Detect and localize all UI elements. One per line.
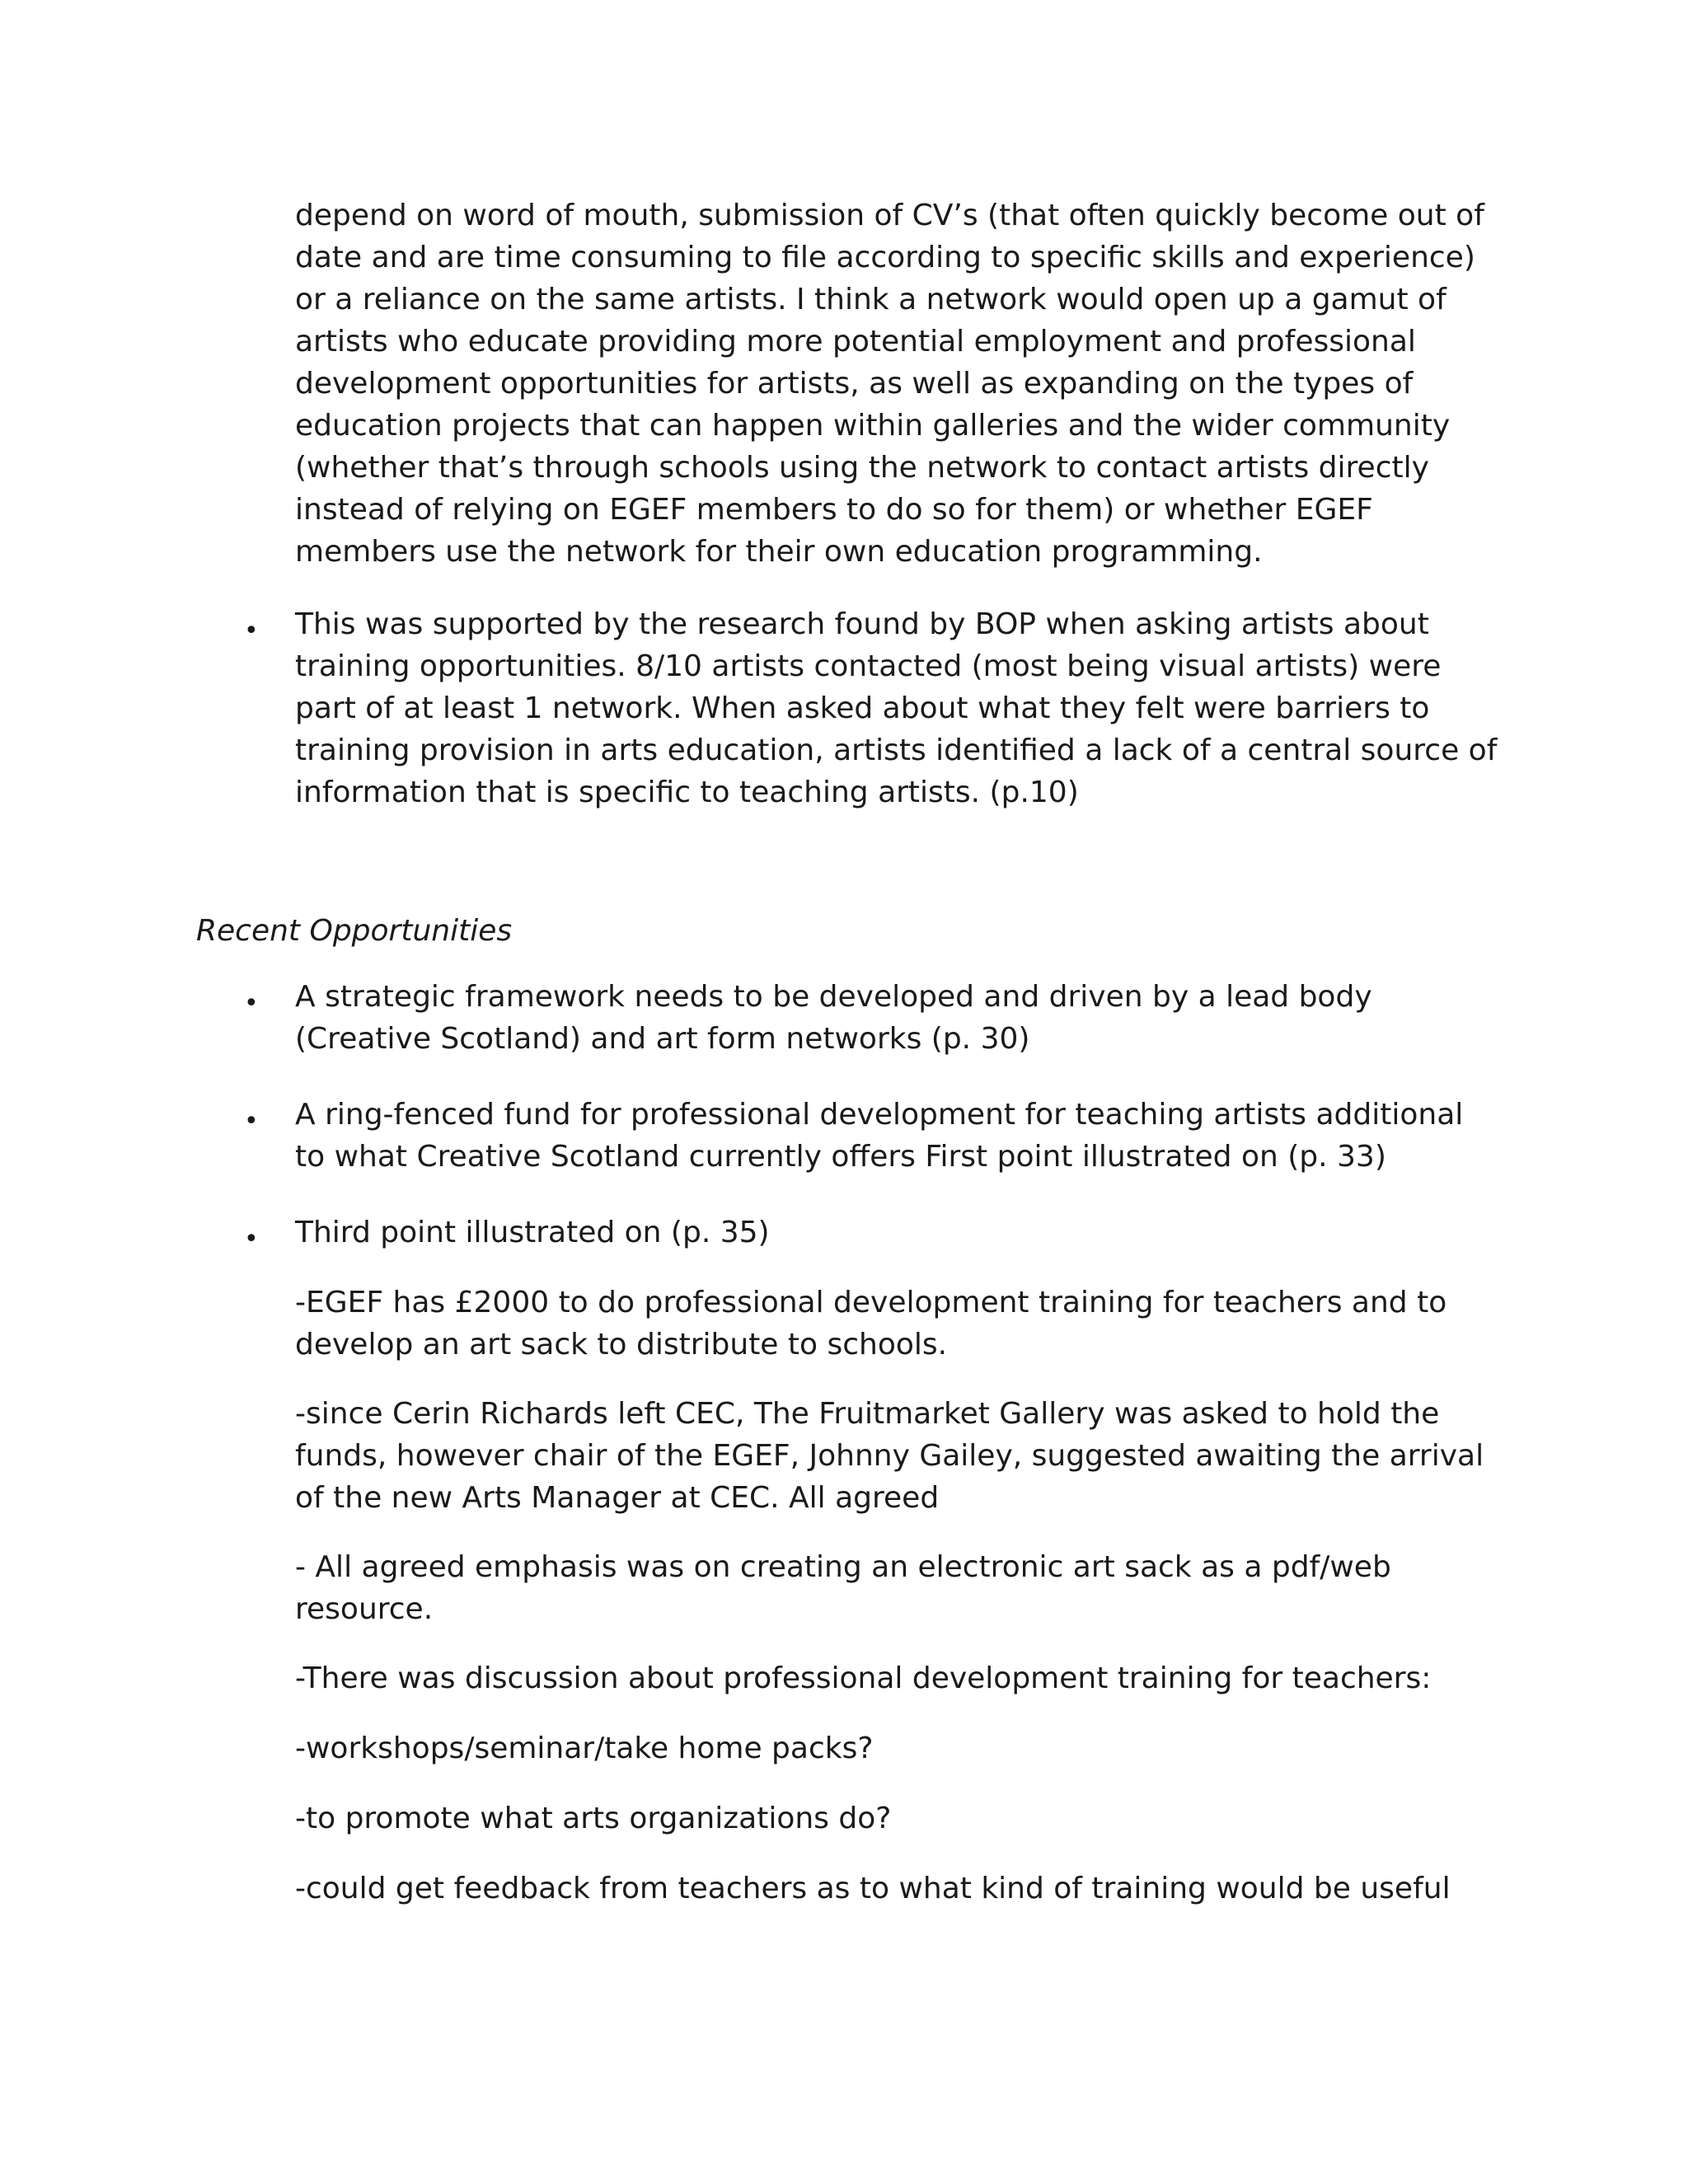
opportunity-item: A ring-fenced fund for professional development for teaching artists additional to what Creative Scotland currently offers First point illustrated on (p. 33) (295, 1098, 1464, 1174)
bullet-marker: • (244, 616, 259, 645)
opportunity-item: Third point illustrated on (p. 35) (295, 1216, 770, 1249)
meeting-note: -workshops/seminar/take home packs? (295, 1732, 874, 1765)
section-heading-recent-opportunities: Recent Opportunities (196, 914, 513, 948)
bullet-marker: • (244, 989, 259, 1018)
meeting-note: -There was discussion about professional development training for teachers: (295, 1661, 1432, 1695)
intro-paragraph: depend on word of mouth, submission of CV’s (that often quickly become out of date and are time consuming to file according to specific skills and experience) or a reliance on the same artists. I think a network would open up a gamut of artists who educate providing more potential employment and professional development opportunities for artists, as well as expanding on the types of education projects that can happen within galleries and the wider community (whether that’s through schools using the network to contact artists directly instead of relying on EGEF members to do so for them) or whether EGEF members use the network for their own education programming. (295, 199, 1484, 569)
bop-research-bullet: This was supported by the research found by BOP when asking artists about training opportunities. 8/10 artists contacted (most being visual artists) were part of at least 1 network. When asked about what they felt were barriers to training provision in arts education, artists identified a lack of a central source of information that is specific to teaching artists. (p.10) (295, 607, 1498, 809)
meeting-note: -EGEF has £2000 to do professional development training for teachers and to develop an art sack to distribute to schools. (295, 1286, 1447, 1361)
meeting-note: -could get feedback from teachers as to what kind of training would be useful (295, 1872, 1451, 1905)
bullet-marker: • (244, 1107, 259, 1136)
bullet-marker: • (244, 1225, 259, 1254)
meeting-note: - All agreed emphasis was on creating an electronic art sack as a pdf/web resource. (295, 1550, 1391, 1626)
meeting-note: -to promote what arts organizations do? (295, 1802, 892, 1835)
opportunity-item: A strategic framework needs to be developed and driven by a lead body (Creative Scotland) and art form networks (p. 30) (295, 980, 1372, 1056)
meeting-note: -since Cerin Richards left CEC, The Fruitmarket Gallery was asked to hold the funds, however chair of the EGEF, Johnny Gailey, suggested awaiting the arrival of the new Arts Manager at CEC. All agreed (295, 1397, 1484, 1515)
